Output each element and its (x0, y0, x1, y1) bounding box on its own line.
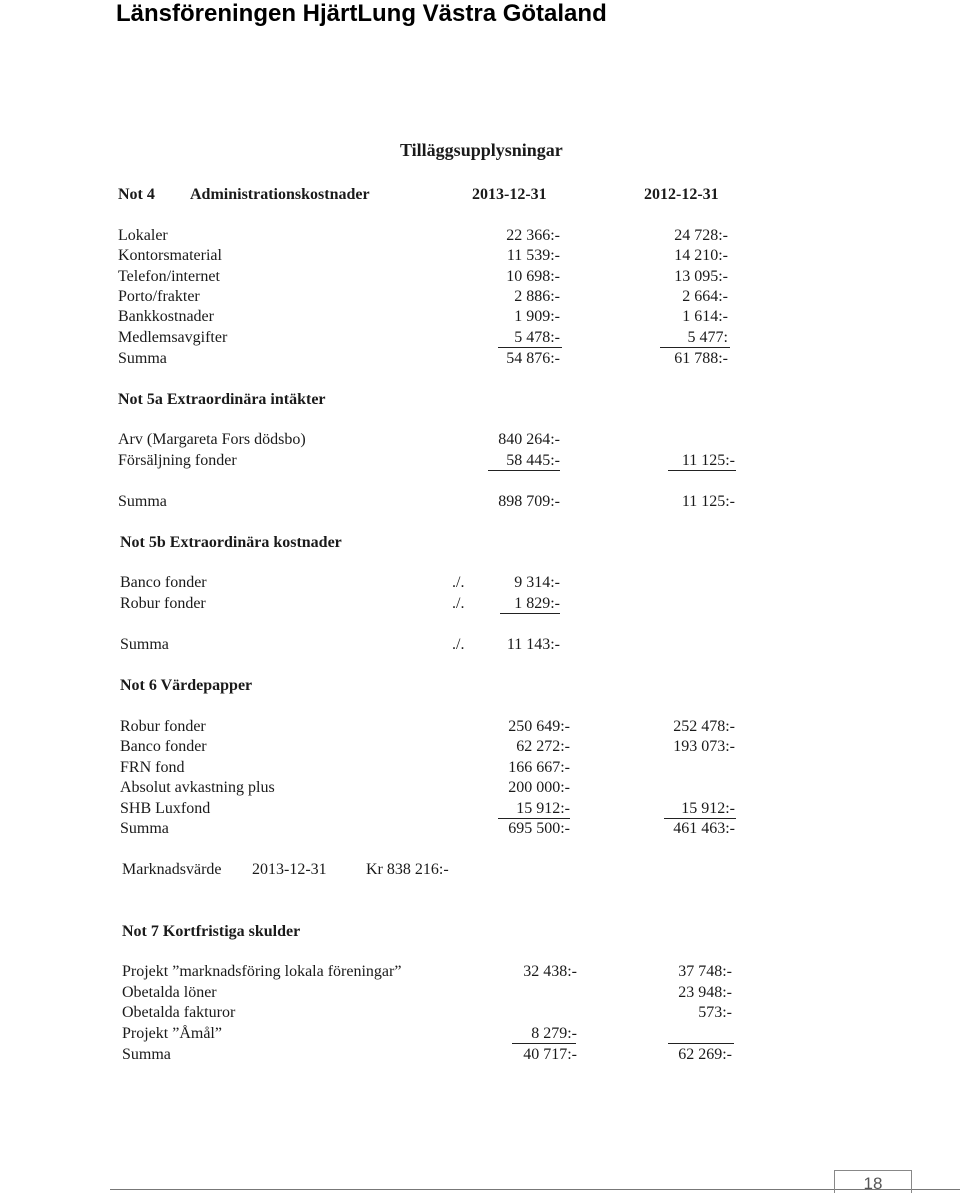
note4-sum-label: Summa (118, 350, 167, 367)
note6-row-2013: 166 667:- (508, 759, 570, 776)
note6-heading: Not 6 Värdepapper (120, 677, 253, 694)
note4-row-2013: 1 909:- (514, 308, 560, 325)
note4-row-2013: 2 886:- (514, 288, 560, 305)
note7-sum-2012: 62 269:- (678, 1046, 732, 1063)
note7-row-name: Obetalda löner (122, 984, 217, 1001)
note5b-heading: Not 5b Extraordinära kostnader (120, 534, 342, 551)
market-value-label: Marknadsvärde (122, 861, 222, 878)
note5a-row-2012: 11 125:- (681, 452, 735, 469)
note5b-row-name: Robur fonder (120, 595, 206, 612)
note6-row-name: Robur fonder (120, 718, 206, 735)
note7-row-name: Obetalda fakturor (122, 1004, 236, 1021)
note5a-sum-2012: 11 125:- (681, 493, 735, 510)
note6-row-2013: 250 649:- (508, 718, 570, 735)
note7-row-2012: 37 748:- (678, 963, 732, 980)
note6-row-name: SHB Luxfond (120, 800, 211, 817)
subtotal-rule (500, 613, 560, 614)
note4-col1-header: 2013-12-31 (472, 186, 547, 203)
market-value-date: 2013-12-31 (252, 861, 327, 878)
note5a-row-2013: 840 264:- (498, 431, 560, 448)
note7-row-2013: 8 279:- (531, 1025, 577, 1042)
note7-row-2012: 573:- (698, 1004, 732, 1021)
note5b-row-2013: 1 829:- (514, 595, 560, 612)
subtotal-rule (660, 347, 730, 348)
footer-rule (110, 1189, 960, 1190)
note4-row-2012: 1 614:- (682, 308, 728, 325)
subtotal-rule (664, 818, 736, 819)
note7-sum-label: Summa (122, 1046, 171, 1063)
note5a-heading: Not 5a Extraordinära intäkter (118, 391, 326, 408)
note5b-sum-sign: ./. (452, 636, 465, 653)
subtotal-rule (512, 1043, 576, 1044)
note5a-sum-2013: 898 709:- (498, 493, 560, 510)
subtotal-rule (498, 818, 570, 819)
note6-row-2012: 193 073:- (673, 738, 735, 755)
note6-row-2013: 200 000:- (508, 779, 570, 796)
note4-row-2013: 11 539:- (506, 247, 560, 264)
note4-row-2012: 24 728:- (674, 227, 728, 244)
note5b-sum-label: Summa (120, 636, 169, 653)
note7-row-name: Projekt ”Åmål” (122, 1025, 222, 1042)
note6-row-name: FRN fond (120, 759, 185, 776)
note7-row-2012: 23 948:- (678, 984, 732, 1001)
note4-row-name: Telefon/internet (118, 268, 220, 285)
note5b-sum-2013: 11 143:- (506, 636, 560, 653)
note7-sum-2013: 40 717:- (523, 1046, 577, 1063)
note6-row-2012: 15 912:- (681, 800, 735, 817)
note5b-row-sign: ./. (452, 574, 465, 591)
note5a-sum-label: Summa (118, 493, 167, 510)
subtotal-rule (668, 470, 736, 471)
note7-row-2013: 32 438:- (523, 963, 577, 980)
note7-row-name: Projekt ”marknadsföring lokala föreningar” (122, 963, 402, 980)
note5a-row-2013: 58 445:- (506, 452, 560, 469)
note4-sum-2012: 61 788:- (674, 350, 728, 367)
note4-row-name: Porto/frakter (118, 288, 200, 305)
note6-row-2012: 252 478:- (673, 718, 735, 735)
note5b-row-sign: ./. (452, 595, 465, 612)
note6-row-2013: 15 912:- (516, 800, 570, 817)
note4-row-2012: 2 664:- (682, 288, 728, 305)
note4-row-2012: 5 477: (687, 329, 728, 346)
document-title: Tilläggsupplysningar (400, 140, 563, 160)
note4-row-2012: 14 210:- (674, 247, 728, 264)
note4-row-2013: 10 698:- (506, 268, 560, 285)
note5a-row-name: Arv (Margareta Fors dödsbo) (118, 431, 306, 448)
note4-row-name: Medlemsavgifter (118, 329, 228, 346)
note6-sum-2013: 695 500:- (508, 820, 570, 837)
page-number: 18 (834, 1170, 912, 1193)
note5b-row-2013: 9 314:- (514, 574, 560, 591)
note6-row-2013: 62 272:- (516, 738, 570, 755)
note4-row-name: Kontorsmaterial (118, 247, 222, 264)
note4-heading: Administrationskostnader (190, 186, 370, 203)
note4-row-2013: 5 478:- (514, 329, 560, 346)
note5a-row-name: Försäljning fonder (118, 452, 237, 469)
note4-col2-header: 2012-12-31 (644, 186, 719, 203)
note6-row-name: Absolut avkastning plus (120, 779, 275, 796)
note4-row-name: Bankkostnader (118, 308, 214, 325)
note6-row-name: Banco fonder (120, 738, 207, 755)
subtotal-rule (668, 1043, 734, 1044)
note4-row-name: Lokaler (118, 227, 168, 244)
note5b-row-name: Banco fonder (120, 574, 207, 591)
page-header: Länsföreningen HjärtLung Västra Götaland (116, 0, 607, 27)
note4-sum-2013: 54 876:- (506, 350, 560, 367)
subtotal-rule (488, 470, 560, 471)
subtotal-rule (498, 347, 562, 348)
note7-heading: Not 7 Kortfristiga skulder (122, 923, 301, 940)
note4-row-2012: 13 095:- (674, 268, 728, 285)
market-value-amount: Kr 838 216:- (366, 861, 449, 878)
note6-sum-2012: 461 463:- (673, 820, 735, 837)
note6-sum-label: Summa (120, 820, 169, 837)
note4-row-2013: 22 366:- (506, 227, 560, 244)
note4-label: Not 4 (118, 186, 155, 203)
